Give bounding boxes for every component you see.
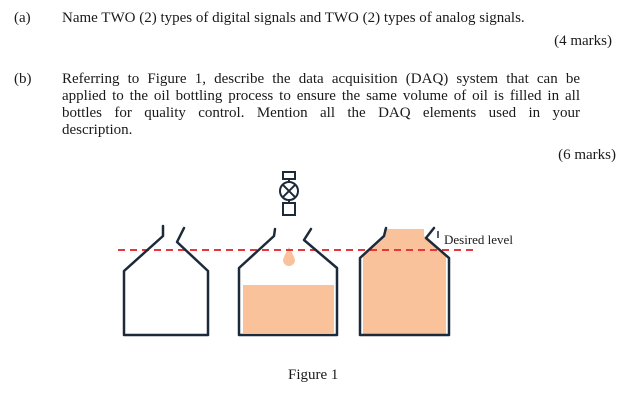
part-b-label: (b) <box>14 71 32 87</box>
part-b-question-line: bottles for quality control. Mention all the DAQ elements used in your <box>62 105 580 121</box>
part-a-question: Name TWO (2) types of digital signals and TWO (2) types of analog signals. <box>62 10 525 26</box>
valve-icon <box>280 172 298 215</box>
part-b-question-line: description. <box>62 122 133 138</box>
part-b-question-line: applied to the oil bottling process to ensure the same volume of oil is filled in all <box>62 88 580 104</box>
bottle-2-oil-fill <box>243 285 334 333</box>
figure-caption: Figure 1 <box>288 367 339 383</box>
part-b-question-line: Referring to Figure 1, describe the data acquisition (DAQ) system that can be <box>62 71 580 87</box>
bottle-1-outline <box>124 226 208 335</box>
part-b-marks: (6 marks) <box>558 147 616 163</box>
desired-level-label: Desired level <box>444 232 513 247</box>
part-a-marks: (4 marks) <box>554 33 612 49</box>
part-a-label: (a) <box>14 10 31 26</box>
